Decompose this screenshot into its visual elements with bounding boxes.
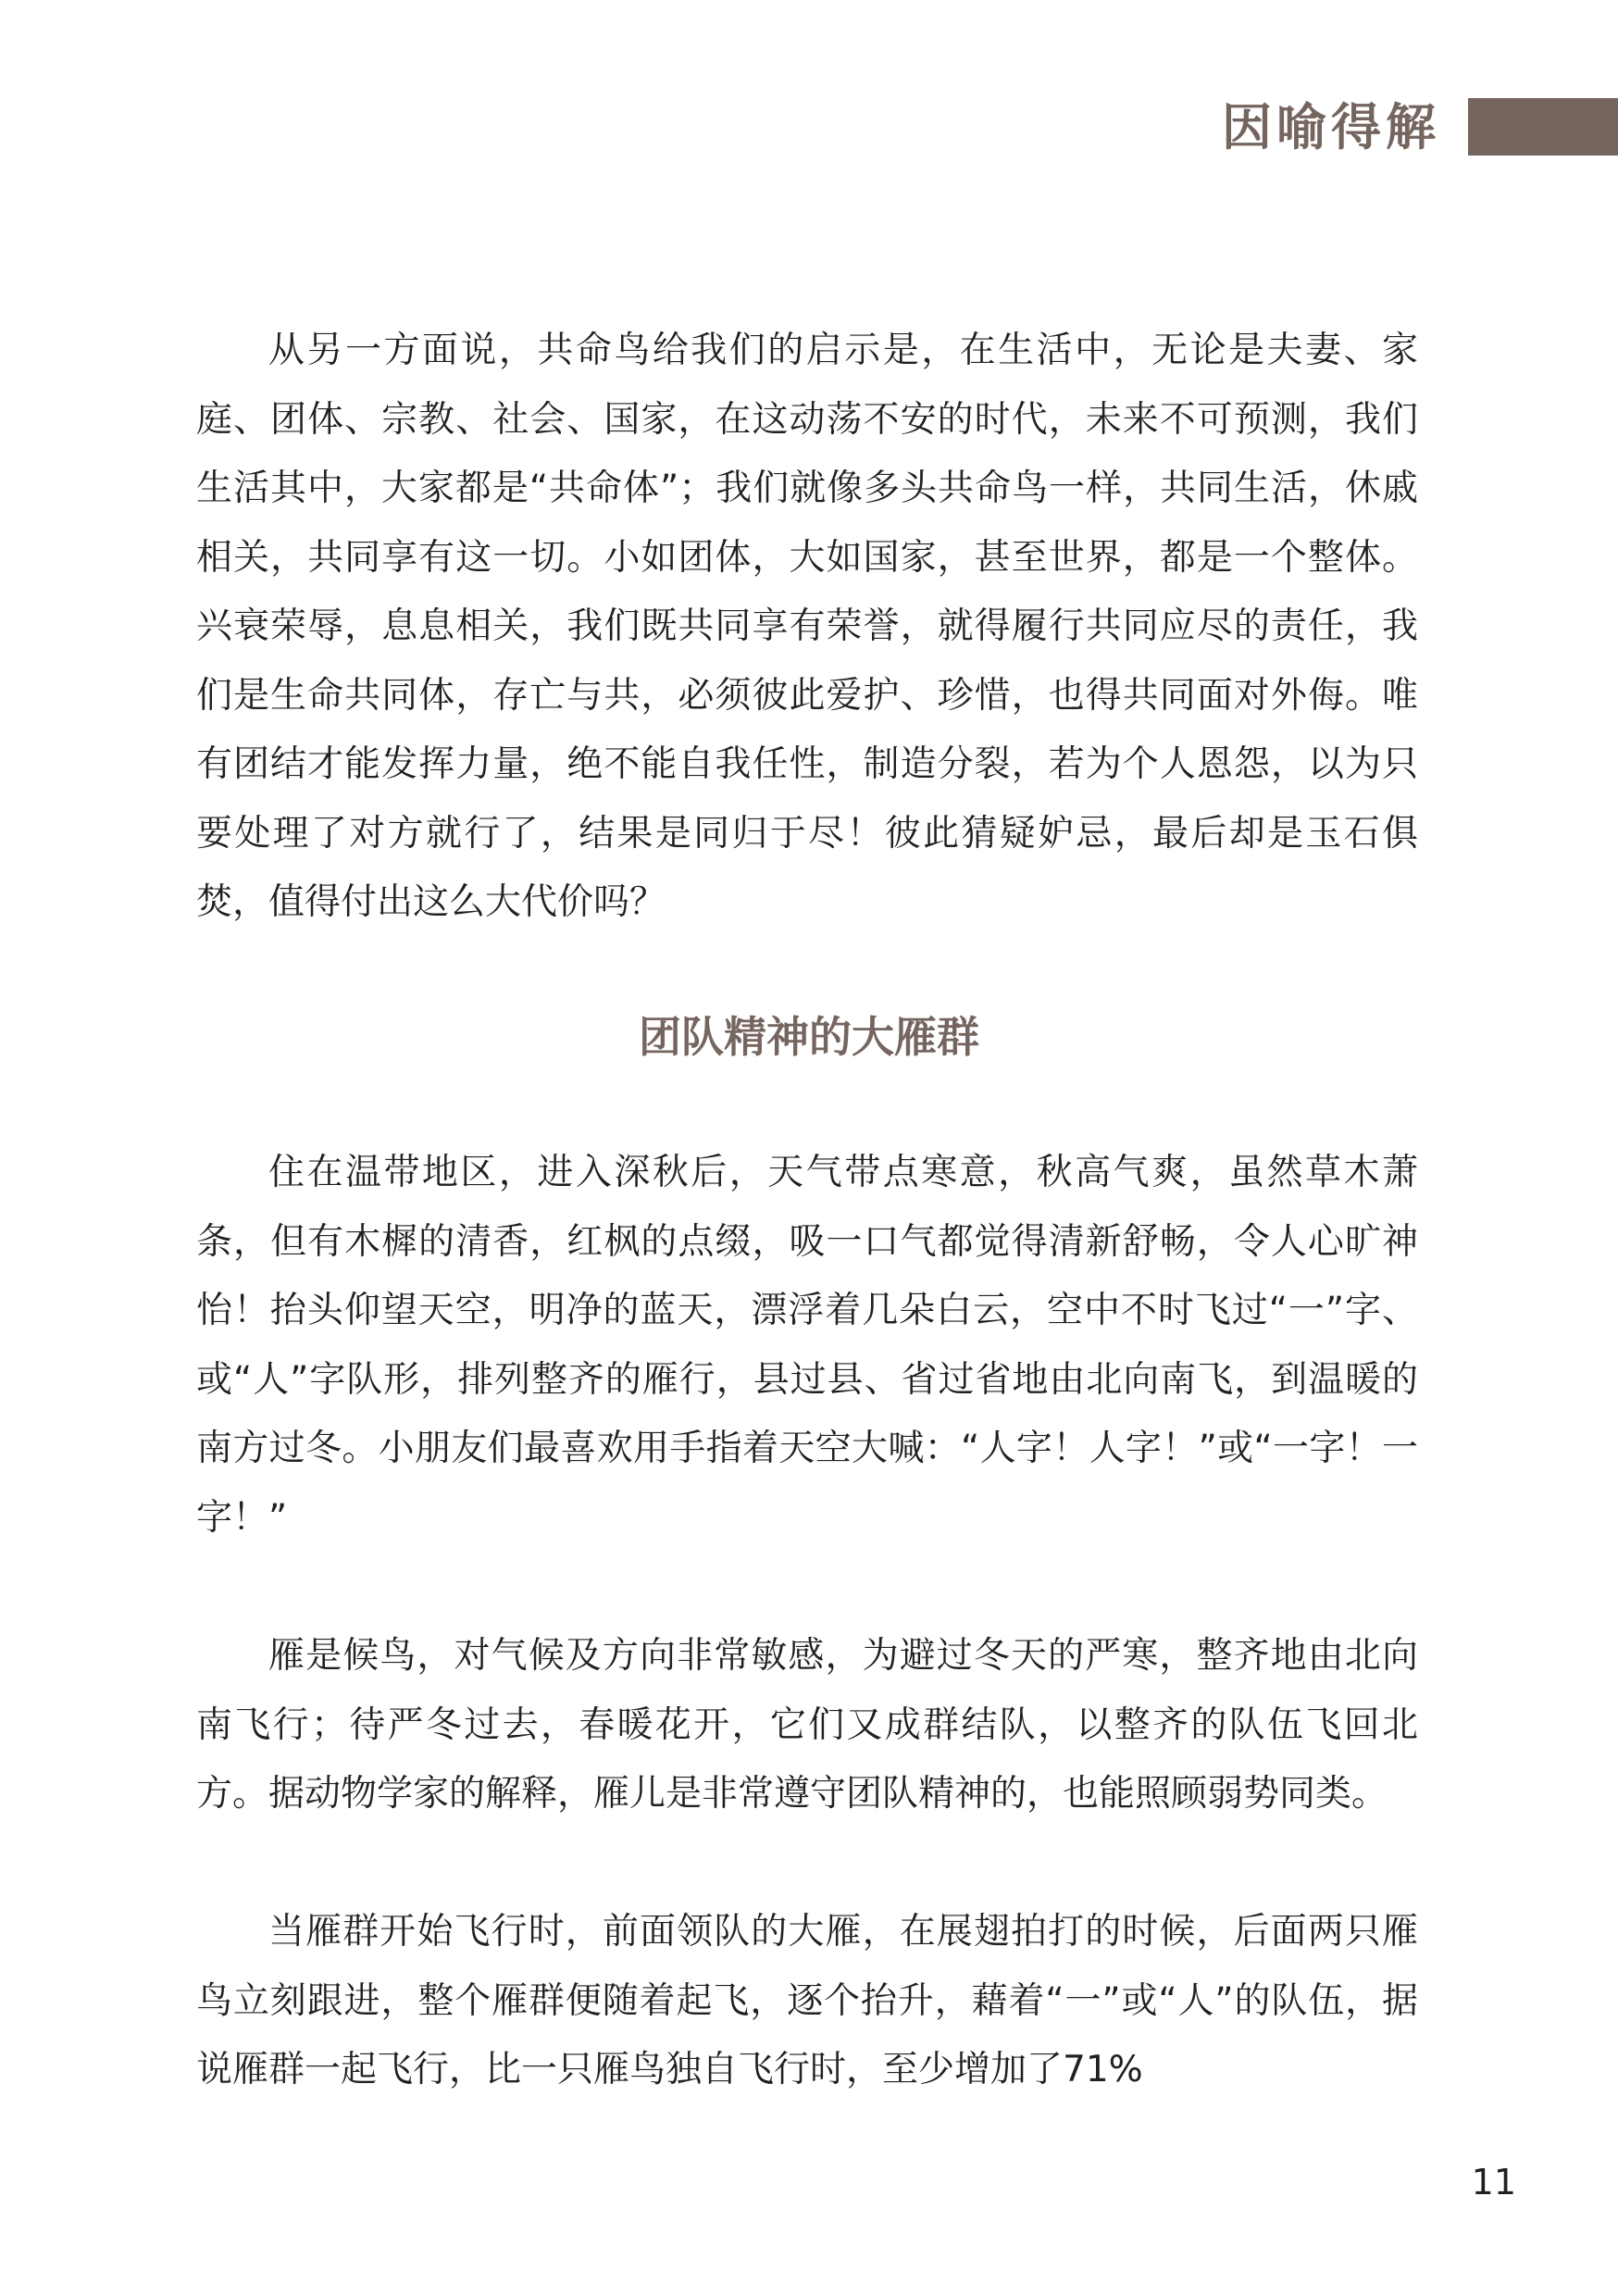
page-number: 11 [1471, 2162, 1516, 2202]
paragraph-3: 雁是候鸟，对气候及方向非常敏感，为避过冬天的严寒，整齐地由北向南飞行；待严冬过去，春暖花开，它们又成群结队，以整齐的队伍飞回北方。据动物学家的解释，雁儿是非常遵守团队精神的，也能照顾弱势同类。 [196, 1635, 1418, 1815]
paragraph-1: 从另一方面说，共命鸟给我们的启示是，在生活中，无论是夫妻、家庭、团体、宗教、社会、国家，在这动荡不安的时代，未来不可预测，我们生活其中，大家都是“共命体”；我们就像多头共命鸟一样，共同生活，休戚相关，共同享有这一切。小如团体，大如国家，甚至世界，都是一个整体。兴衰荣辱，息息相关，我们既共同享有荣誉，就得履行共同应尽的责任，我们是生命共同体，存亡与共，必须彼此爱护、珍惜，也得共同面对外侮。唯有团结才能发挥力量，绝不能自我任性，制造分裂，若为个人恩怨，以为只要处理了对方就行了，结果是同归于尽！彼此猜疑妒忌，最后却是玉石俱焚，值得付出这么大代价吗？ [196, 330, 1418, 923]
running-header-title: 因喻得解 [1222, 98, 1440, 156]
paragraph-2: 住在温带地区，进入深秋后，天气带点寒意，秋高气爽，虽然草木萧条，但有木樨的清香，红枫的点缀，吸一口气都觉得清新舒畅，令人心旷神怡！抬头仰望天空，明净的蓝天，漂浮着几朵白云，空中不时飞过“一”字、或“人”字队形，排列整齐的雁行，县过县、省过省地由北向南飞，到温暖的南方过冬。小朋友们最喜欢用手指着天空大喊：“人字！人字！”或“一字！一字！” [196, 1152, 1418, 1539]
header-accent-bar [1468, 98, 1618, 156]
paragraph-4: 当雁群开始飞行时，前面领队的大雁，在展翅拍打的时候，后面两只雁鸟立刻跟进，整个雁群便随着起飞，逐个抬升，藉着“一”或“人”的队伍，据说雁群一起飞行，比一只雁鸟独自飞行时，至少增加了71% [196, 1911, 1418, 2090]
section-heading: 团队精神的大雁群 [639, 1012, 979, 1062]
